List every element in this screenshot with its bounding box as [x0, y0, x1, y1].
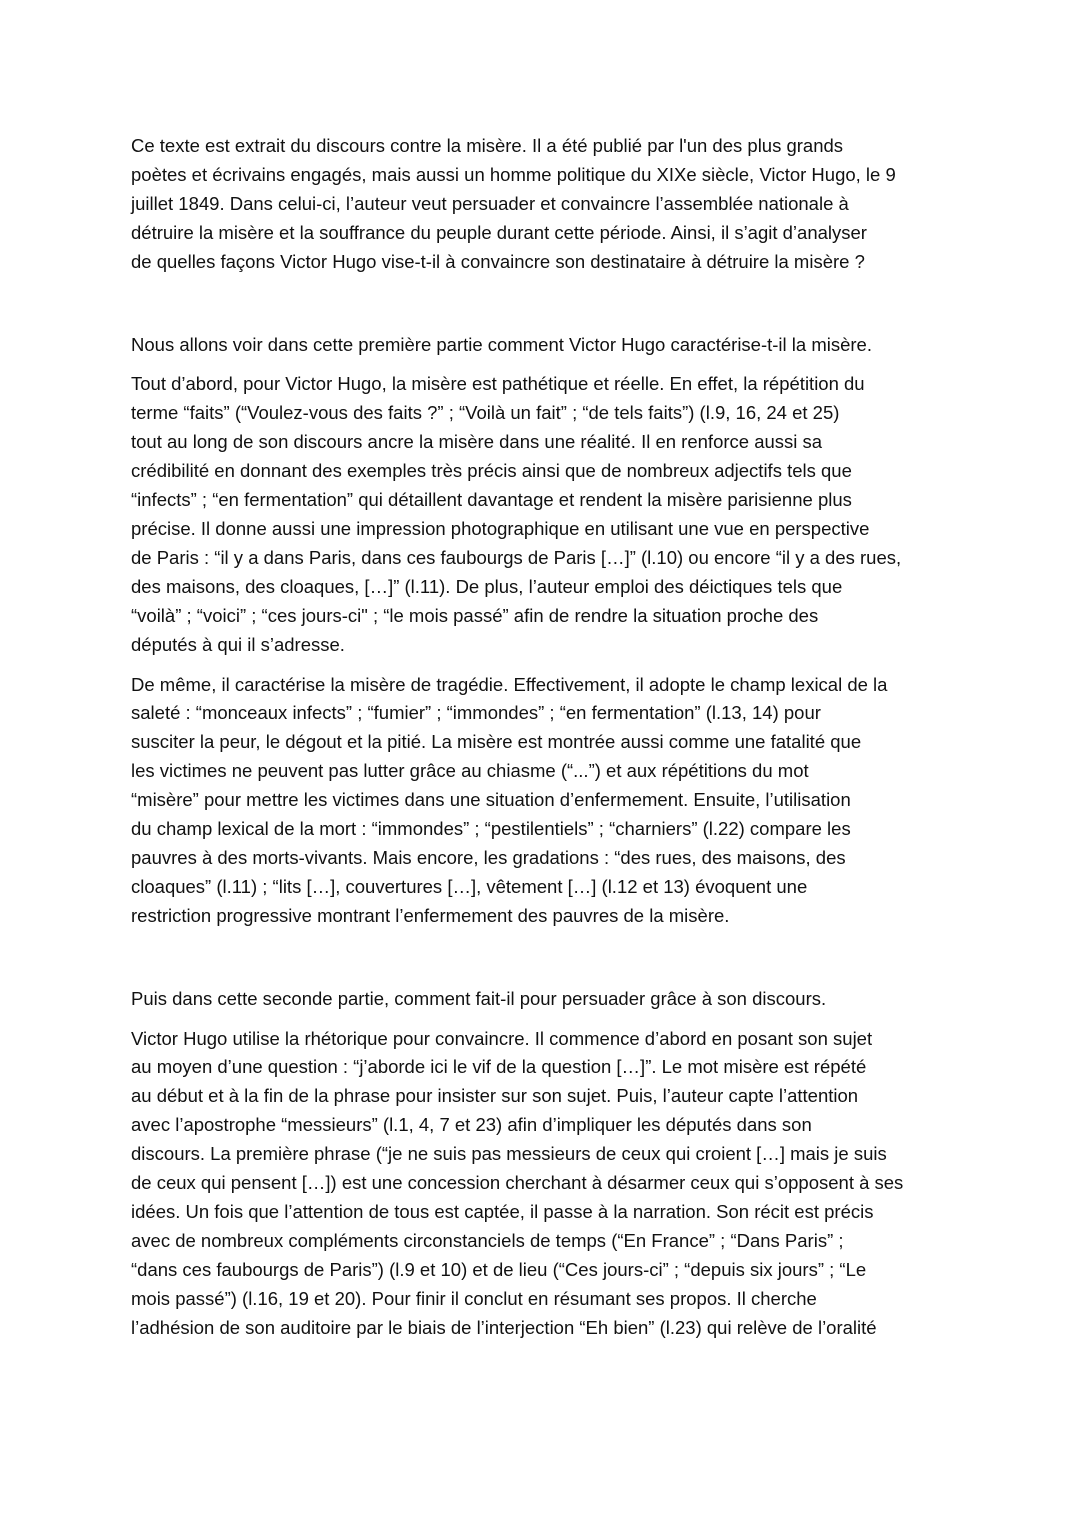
- part-one-heading: Nous allons voir dans cette première partie comment Victor Hugo caractérise-t-il la misère.: [131, 333, 872, 355]
- part-one-paragraph-2: De même, il caractérise la misère de tragédie. Effectivement, il adopte le champ lexical de la saleté : “monceaux infects” ; “fumier” ; “immondes” ; “en fermentation” (l.13, 14) pour susciter la peur, le dégout et la pitié. La misère est montrée aussi comme une fatalité que les victimes ne peuvent pas lutter grâce au chiasme (“...”) et aux répétitions du mot “misère” pour mettre les victimes dans une situation d’enfermement. Ensuite, l’utilisation du champ lexical de la mort : “immondes” ; “pestilentiels” ; “charniers” (l.22) compare les pauvres à des morts-vivants. Mais encore, les gradations : “des rues, des maisons, des cloaques” (l.11) ; “lits […], couvertures […], vêtement […] (l.12 et 13) évoquent une restriction progressive montrant l’enfermement des pauvres de la misère.: [131, 673, 888, 926]
- part-two-heading: Puis dans cette seconde partie, comment fait-il pour persuader grâce à son discours.: [131, 987, 827, 1009]
- document-page: [131, 132, 957, 1343]
- part-two-paragraph-1: Victor Hugo utilise la rhétorique pour convaincre. Il commence d’abord en posant son sujet au moyen d’une question : “j’aborde ici le vif de la question […]”. Le mot misère est répété au début et à la fin de la phrase pour insister sur son sujet. Puis, l’auteur capte l’attention avec l’apostrophe “messieurs” (l.1, 4, 7 et 23) afin d’impliquer les députés dans son discours. La première phrase (“je ne suis pas messieurs de ceux qui croient […] mais je suis de ceux qui pensent […]) est une concession cherchant à désarmer ceux qui s’opposent à ses idées. Un fois que l’attention de tous est captée, il passe à la narration. Son récit est précis avec de nombreux compléments circonstanciels de temps (“En France” ; “Dans Paris” ; “dans ces faubourgs de Paris”) (l.9 et 10) et de lieu (“Ces jours-ci” ; “depuis six jours” ; “Le mois passé”) (l.16, 19 et 20). Pour finir il conclut en résumant ses propos. Il cherche l’adhésion de son auditoire par le biais de l’interjection “Eh bien” (l.23) qui relève de l’oralité: [131, 1027, 904, 1338]
- part-one-paragraph-1: Tout d’abord, pour Victor Hugo, la misère est pathétique et réelle. En effet, la répétition du terme “faits” (“Voulez-vous des faits ?” ; “Voilà un fait” ; “de tels faits”) (l.9, 16, 24 et 25) tout au long de son discours ancre la misère dans une réalité. Il en renforce aussi sa crédibilité en donnant des exemples très précis ainsi que de nombreux adjectifs tels que “infects” ; “en fermentation” qui détaillent davantage et rendent la misère parisienne plus précise. Il donne aussi une impression photographique en utilisant une vue en perspective de Paris : “il y a dans Paris, dans ces faubourgs de Paris […]” (l.10) ou encore “il y a des rues, des maisons, des cloaques, […]” (l.11). De plus, l’auteur emploi des déictiques tels que “voilà” ; “voici” ; “ces jours-ci" ; “le mois passé” afin de rendre la situation proche des députés à qui il s’adresse.: [131, 373, 902, 655]
- intro-paragraph: Ce texte est extrait du discours contre la misère. Il a été publié par l'un des plus grands poètes et écrivains engagés, mais aussi un homme politique du XIXe siècle, Victor Hugo, le 9 juillet 1849. Dans celui-ci, l’auteur veut persuader et convaincre l’assemblée nationale à détruire la misère et la souffrance du peuple durant cette période. Ainsi, il s’agit d’analyser de quelles façons Victor Hugo vise-t-il à convaincre son destinataire à détruire la misère ?: [131, 135, 896, 272]
